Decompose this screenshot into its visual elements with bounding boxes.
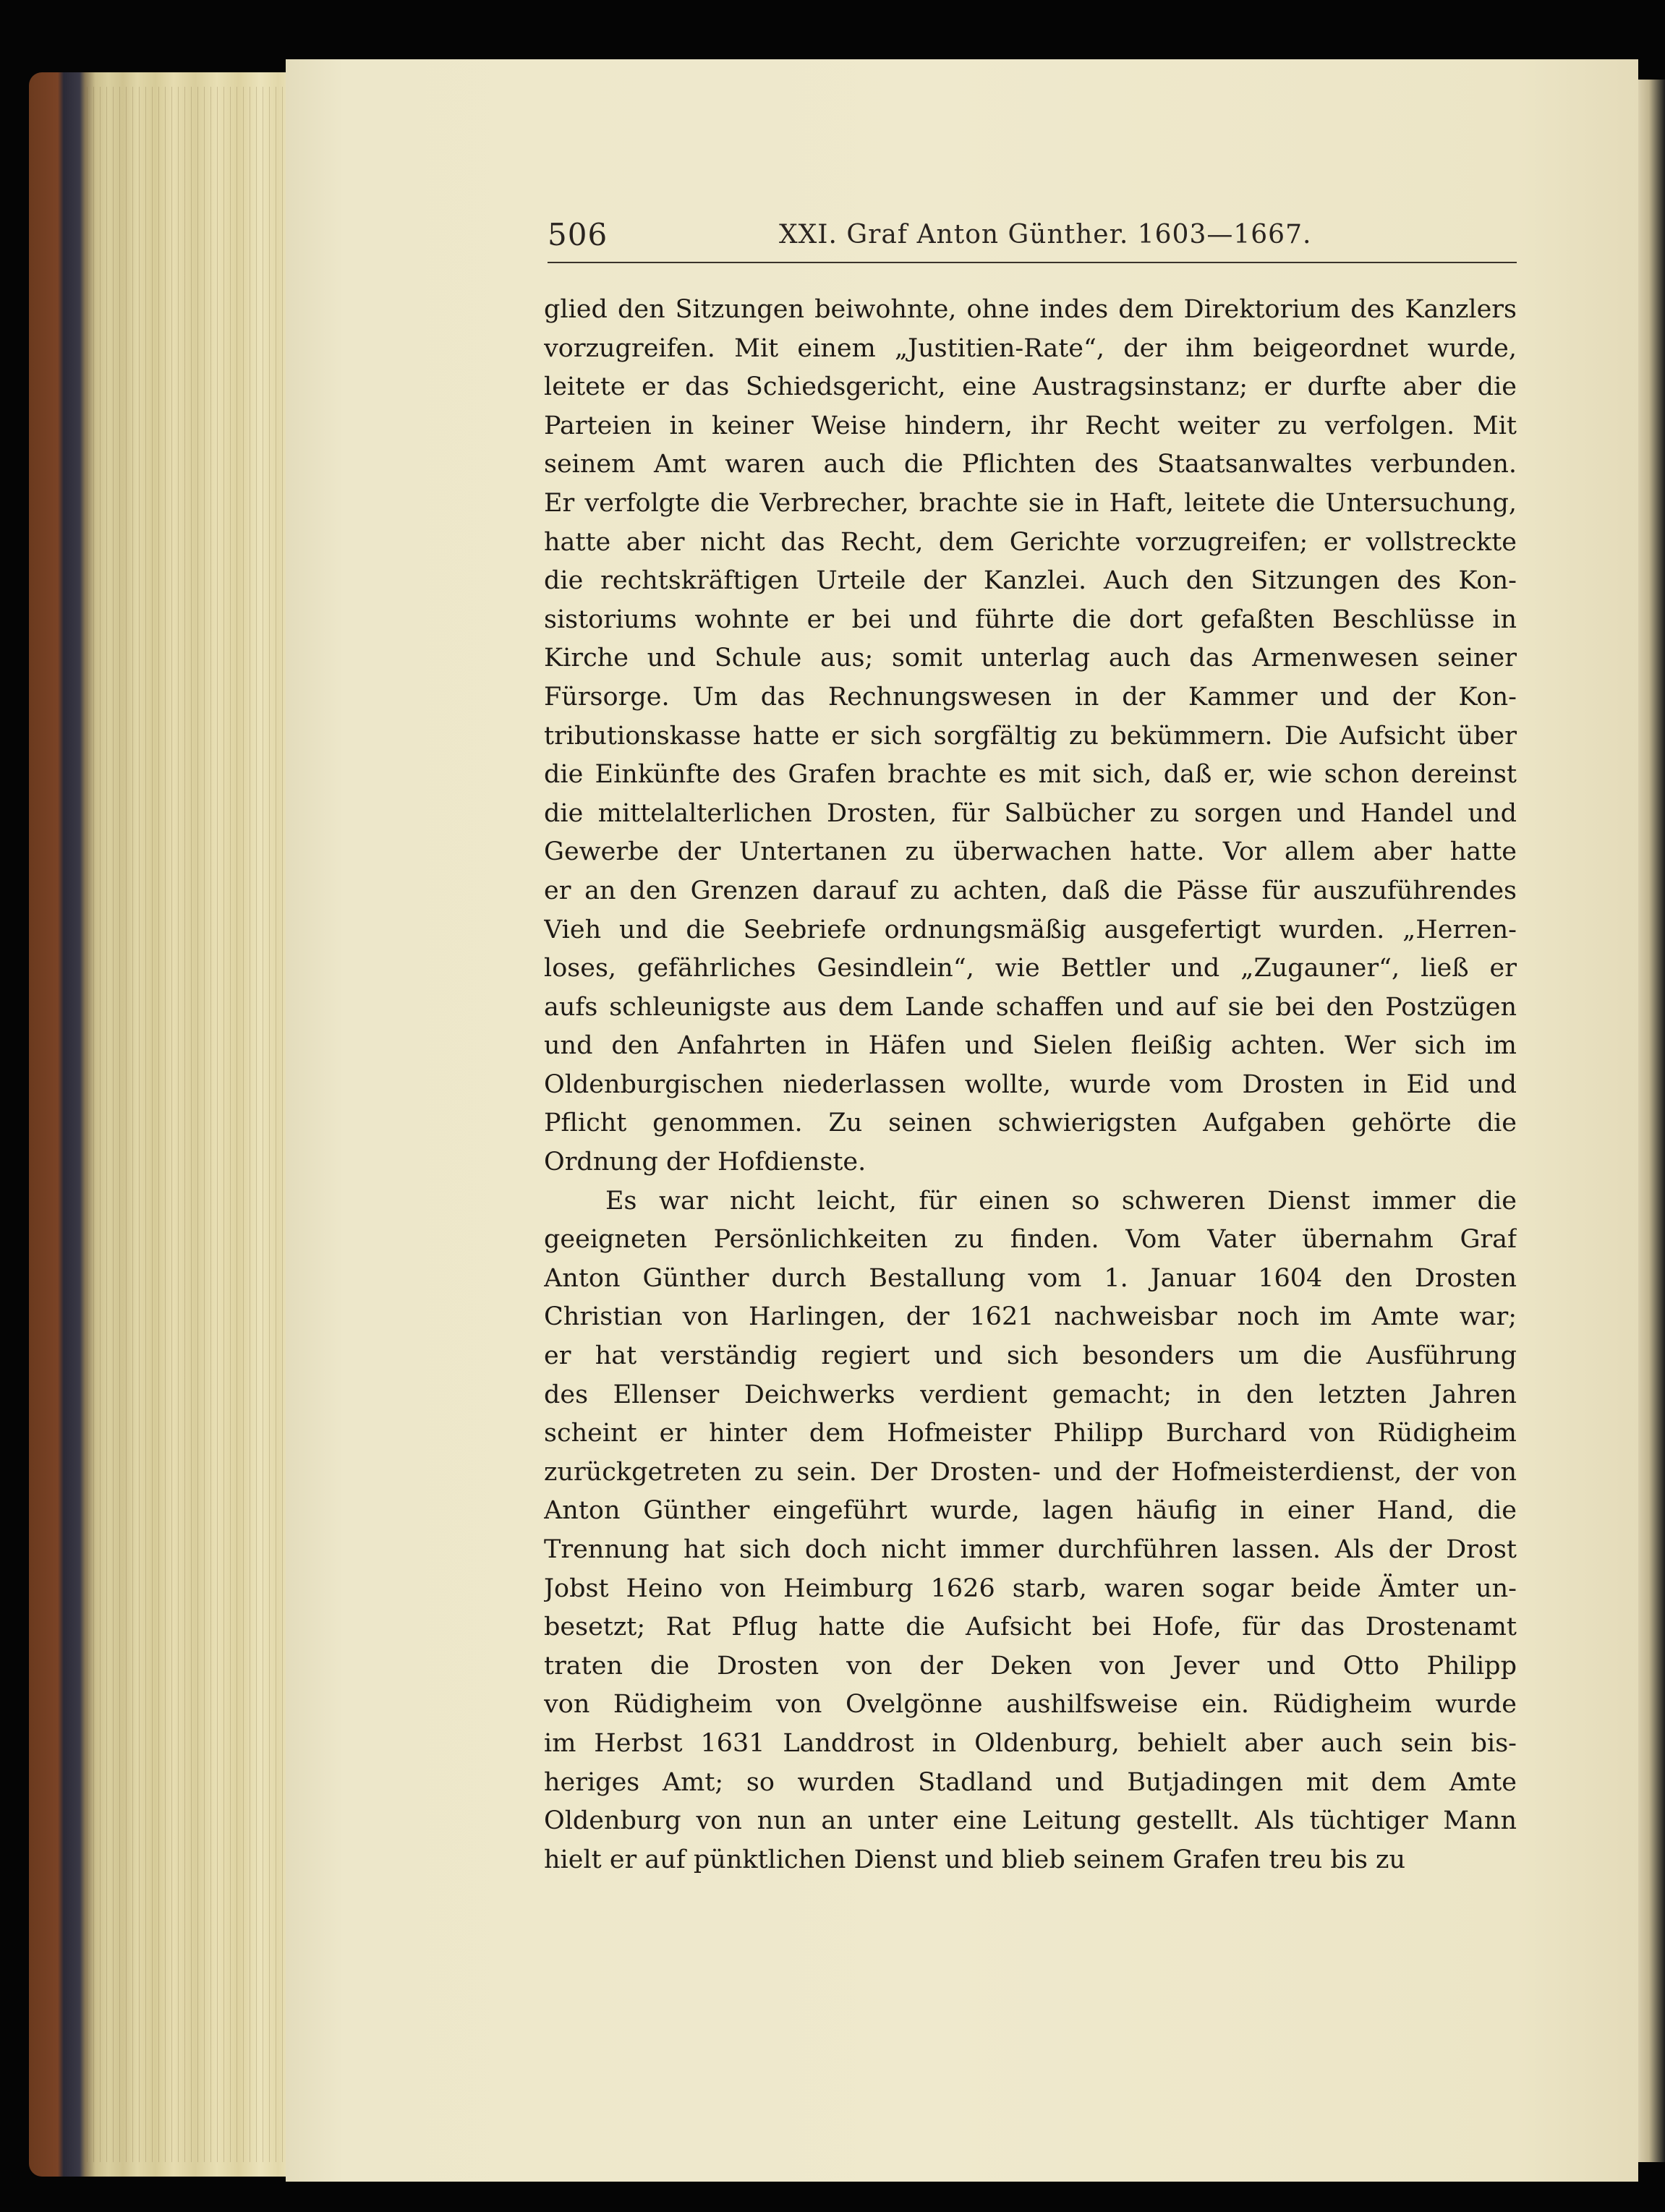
text-line: Er verfolgte die Verbrecher, brachte sie in Haft, leitete die Untersuchung, — [544, 488, 1517, 518]
text-line: leitete er das Schiedsgericht, eine Austragsinstanz; er durfte aber die — [544, 372, 1517, 402]
text-line: Parteien in keiner Weise hindern, ihr Recht weiter zu verfolgen. Mit — [544, 411, 1517, 440]
text-line: glied den Sitzungen beiwohnte, ohne indes dem Direktorium des Kanzlers — [544, 295, 1517, 324]
text-line: Christian von Harlingen, der 1621 nachweisbar noch im Amte war; — [544, 1302, 1517, 1332]
text-line: heriges Amt; so wurden Stadland und Butjadingen mit dem Amte — [544, 1767, 1517, 1797]
text-line: Kirche und Schule aus; somit unterlag auch das Armenwesen seiner — [544, 644, 1517, 673]
text-line: scheint er hinter dem Hofmeister Philipp Burchard von Rüdigheim — [544, 1419, 1517, 1448]
text-line: Anton Günther durch Bestallung vom 1. Januar 1604 den Drosten — [544, 1263, 1517, 1293]
page-gutter — [1638, 80, 1665, 2162]
text-line: Ordnung der Hofdienste. — [544, 1148, 866, 1177]
text-line: besetzt; Rat Pflug hatte die Aufsicht bei Hofe, für das Drostenamt — [544, 1613, 1517, 1642]
text-line: Oldenburgischen niederlassen wollte, wurde vom Drosten in Eid und — [544, 1069, 1517, 1099]
body-text — [544, 291, 1517, 1879]
text-line: traten die Drosten von der Deken von Jever und Otto Philipp — [544, 1651, 1517, 1681]
text-line: im Herbst 1631 Landdrost in Oldenburg, behielt aber auch sein bis- — [544, 1728, 1517, 1758]
text-line: hielt er auf pünktlichen Dienst und blieb seinem Grafen treu bis zu — [544, 1845, 1406, 1874]
text-line: die rechtskräftigen Urteile der Kanzlei. Auch den Sitzungen des Kon- — [544, 566, 1517, 596]
text-line: er an den Grenzen darauf zu achten, daß die Pässe für auszuführendes — [544, 876, 1517, 905]
running-head: XXI. Graf Anton Günther. 1603—1667. — [779, 220, 1312, 249]
header-rule — [548, 262, 1517, 263]
text-line: die mittelalterlichen Drosten, für Salbücher zu sorgen und Handel und — [544, 798, 1517, 828]
text-line: tributionskasse hatte er sich sorgfältig zu bekümmern. Die Aufsicht über — [544, 721, 1517, 751]
text-line: hatte aber nicht das Recht, dem Gerichte vorzugreifen; er vollstreckte — [544, 527, 1517, 557]
text-line: Fürsorge. Um das Rechnungswesen in der Kammer und der Kon- — [544, 682, 1517, 712]
text-line: Es war nicht leicht, für einen so schweren Dienst immer die — [605, 1186, 1517, 1216]
text-line: von Rüdigheim von Ovelgönne aushilfsweise ein. Rüdigheim wurde — [544, 1690, 1517, 1720]
text-line: sistoriums wohnte er bei und führte die dort gefaßten Beschlüsse in — [544, 605, 1517, 634]
text-line: Gewerbe der Untertanen zu überwachen hatte. Vor allem aber hatte — [544, 837, 1517, 867]
page-number: 506 — [548, 217, 608, 252]
text-line: loses, gefährliches Gesindlein“, wie Bettler und „Zugauner“, ließ er — [544, 954, 1517, 983]
text-line: zurückgetreten zu sein. Der Drosten- und der Hofmeisterdienst, der von — [544, 1457, 1517, 1487]
text-line: geeigneten Persönlichkeiten zu finden. Vom Vater übernahm Graf — [544, 1225, 1517, 1255]
text-line: Oldenburg von nun an unter eine Leitung gestellt. Als tüchtiger Mann — [544, 1806, 1517, 1836]
page-header — [548, 217, 1517, 260]
text-line: des Ellenser Deichwerks verdient gemacht; in den letzten Jahren — [544, 1380, 1517, 1409]
text-line: die Einkünfte des Grafen brachte es mit sich, daß er, wie schon dereinst — [544, 760, 1517, 790]
page-edge-lines — [87, 87, 297, 2162]
text-line: und den Anfahrten in Häfen und Sielen fleißig achten. Wer sich im — [544, 1031, 1517, 1061]
text-line: Vieh und die Seebriefe ordnungsmäßig ausgefertigt wurden. „Herren- — [544, 915, 1517, 944]
text-line: er hat verständig regiert und sich besonders um die Ausführung — [544, 1341, 1517, 1371]
text-line: vorzugreifen. Mit einem „Justitien-Rate“, der ihm beigeordnet wurde, — [544, 333, 1517, 363]
text-line: Jobst Heino von Heimburg 1626 starb, waren sogar beide Ämter un- — [544, 1573, 1517, 1603]
text-line: seinem Amt waren auch die Pflichten des Staatsanwaltes verbunden. — [544, 450, 1517, 479]
text-line: Trennung hat sich doch nicht immer durchführen lassen. Als der Drost — [544, 1535, 1517, 1564]
text-line: Anton Günther eingeführt wurde, lagen häufig in einer Hand, die — [544, 1496, 1517, 1526]
text-line: aufs schleunigste aus dem Lande schaffen und auf sie bei den Postzügen — [544, 992, 1517, 1022]
text-line: Pflicht genommen. Zu seinen schwierigsten Aufgaben gehörte die — [544, 1109, 1517, 1138]
